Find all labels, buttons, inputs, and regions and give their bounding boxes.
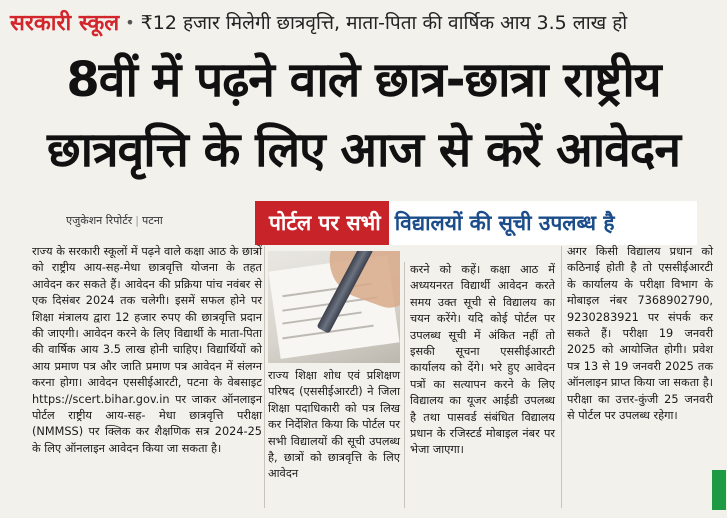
edge-sticker: [712, 470, 726, 510]
byline: [66, 213, 163, 228]
column-divider: [264, 246, 265, 508]
subheadline: ₹12 हजार मिलेगी छात्रवृत्ति, माता-पिता की वार्षिक आय 3.5 लाख हो: [140, 12, 628, 34]
banner-red-text: पोर्टल पर सभी: [255, 201, 389, 245]
column-divider: [561, 246, 562, 508]
student-writing-photo-icon: [268, 251, 400, 363]
dateline-city: पटना: [141, 214, 163, 227]
headline-line-1: 8वीं में पढ़ने वाले छात्र-छात्रा राष्ट्रीय: [66, 52, 661, 108]
reporter-name: एजुकेशन रिपोर्टर: [66, 214, 133, 227]
byline-separator: |: [135, 214, 139, 227]
headline-line-2: छात्रवृत्ति के लिए आज से करें आवेदन: [46, 122, 680, 178]
section-kicker: सरकारी स्कूल: [10, 11, 120, 36]
column-divider: [404, 262, 405, 508]
header-strip: [0, 0, 727, 44]
headline: [0, 44, 727, 184]
bullet-separator: •: [125, 12, 135, 32]
article-photo-column: राज्य शिक्षा शोध एवं प्रशिक्षण परिषद (एससीईआरटी) ने जिला शिक्षा पदाधिकारी को पत्र लिख कर निर्देशित किया कि पोर्टल पर सभी विद्यालयों की सूची उपलब्ध है, छात्रों को छात्रवृत्ति के लिए आवेदन: [268, 369, 400, 481]
article-column-2: करने को कहें। कक्षा आठ में अध्ययनरत विद्यार्थी आवेदन करते समय उक्त सूची से विद्यालय का चयन करेंगे। यदि कोई पोर्टल पर उपलब्ध सूची में अंकित नहीं तो इसकी सूचना एससीईआरटी कार्यालय को देंगे। भरे हुए आवेदन पत्रों का सत्यापन करने के लिए विद्यालय का यूजर आईडी उपलब्ध है तथा पासवर्ड संबंधित विद्यालय प्रधान के रजिस्टर्ड मोबाइल नंबर पर भेजा जाएगा।: [410, 263, 555, 457]
highlight-banner: [255, 201, 697, 245]
banner-blue-text: विद्यालयों की सूची उपलब्ध है: [394, 211, 615, 235]
article-column-1: राज्य के सरकारी स्कूलों में पढ़ने वाले कक्षा आठ के छात्रों को राष्ट्रीय आय-सह-मेधा छात्रवृत्ति योजना के तहत आवेदन कर सकते हैं। आवेदन की प्रक्रिया पांच नवंबर से एक दिसंबर 2024 तक चलेगी। इसमें सफल होने पर शिक्षा मंत्रालय द्वारा 12 हजार रुपए की छात्रवृत्ति प्रदान की जाएगी। आवेदन करने के लिए विद्यार्थी के माता-पिता की वार्षिक आय 3.5 लाख होनी चाहिए। विद्यार्थियों को आय प्रमाण पत्र और जाति प्रमाण पत्र आवेदन में संलग्न करना होगा। आवेदन एससीईआरटी, पटना के वेबसाइट https://scert.bihar.gov.in पर जाकर ऑनलाइन पोर्टल राष्ट्रीय आय-सह- मेधा छात्रवृत्ति परीक्षा (NMMSS) पर क्लिक कर शैक्षणिक सत्र 2024-25 के लिए ऑनलाइन आवेदन किया जा सकता है।: [32, 245, 262, 455]
article-column-3: अगर किसी विद्यालय प्रधान को कठिनाई होती है तो एससीईआरटी के कार्यालय के परीक्षा विभाग के मोबाइल नंबर 7368902790, 9230283921 पर संपर्क कर सकते हैं। परीक्षा 19 जनवरी 2025 को आयोजित होगी। प्रवेश पत्र 13 से 19 जनवरी 2025 तक ऑनलाइन प्राप्त किया जा सकता है। परीक्षा का उत्तर-कुंजी 25 जनवरी से पोर्टल पर उपलब्ध रहेगा।: [567, 245, 713, 423]
